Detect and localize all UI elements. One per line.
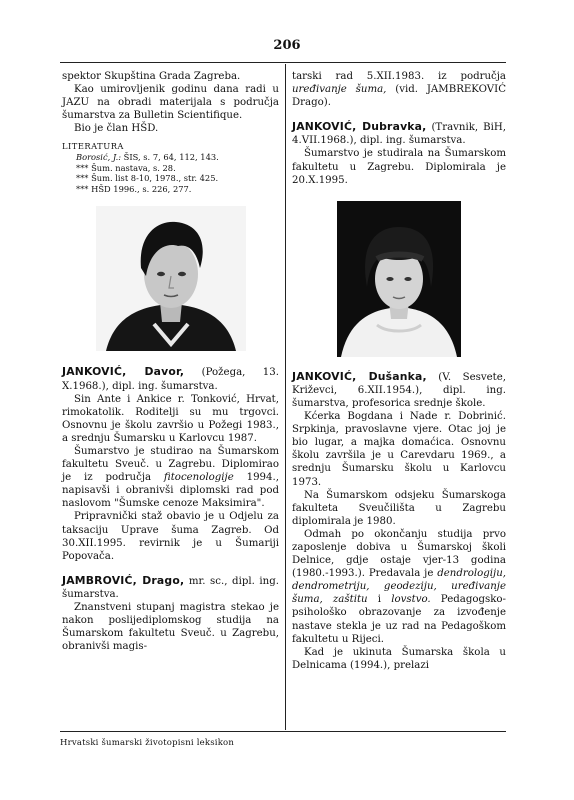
literature-heading: LITERATURA	[62, 141, 124, 152]
column-divider	[285, 64, 286, 730]
entry-dusanka-heading	[292, 370, 506, 410]
entry-details: (Travnik, BiH, 4.VII.1968.), dipl. ing. šumarstva.	[292, 122, 507, 147]
entry-davor-bio: Sin Ante i Ankice r. Tonković, Hrvat, rimokatolik. Roditelji su mu trgovci. Osnovnu je školu završio u Požegi 1983., a srednju Šumarsku u Karlovcu 1987.	[62, 393, 279, 444]
entry-details: (Požega, 13. X.1968.), dipl. ing. šumarstva.	[62, 367, 279, 392]
entry-details: (V. Sesvete, Križevci, 6.XII.1954.), dipl. ing. šumarstva, profesorica srednje škole.	[292, 371, 506, 409]
page-footer: Hrvatski šumarski životopisni leksikon	[60, 738, 235, 748]
entry-dubravka-bio: Šumarstvo je studirala na Šumarskom fakultetu u Zagrebu. Diplomirala je 20.X.1995.	[292, 148, 506, 186]
intro-line: spektor Skupština Grada Zagreba.	[62, 71, 241, 82]
entry-dusanka-later: Kad je ukinuta Šumarska škola u Delnicama (1994.), prelazi	[292, 646, 506, 671]
entry-davor-study: Šumarstvo je studirao na Šumarskom fakultetu Sveuč. u Zagrebu. Diplomirao je iz područja fitocenologije 1994., napisavši i obranivši diplomski rad pod naslovom "Šumske cenoze Maksimira".	[62, 446, 279, 510]
entry-dubravka-heading	[292, 120, 506, 147]
literature-block	[62, 141, 279, 194]
portrait-photo-davor	[96, 206, 246, 351]
intro-paragraph: Kao umirovljenik godinu dana radi u JAZU na obradi materijala s područja šumarstva za Bulletin Scientifique.	[62, 84, 279, 122]
right-column	[292, 70, 506, 672]
entry-name: JANKOVIĆ, Dušanka,	[292, 369, 427, 383]
entry-drago-heading	[62, 574, 279, 601]
literature-ref: Borosić, J.: ŠIS, s. 7, 64, 112, 143.	[76, 152, 219, 163]
entry-details: mr. sc., dipl. ing. šumarstva.	[62, 575, 279, 600]
entry-name: JANKOVIĆ, Davor,	[62, 365, 185, 379]
entry-continuation: tarski rad 5.XII.1983. iz područja uređivanje šuma, (vid. JAMBREKOVIĆ Drago).	[292, 71, 506, 109]
entry-dusanka-career: Odmah po okončanju studija prvo zaposlenje dobiva u Šumarskoj školi Delnice, gdje ostaje vjer-13 godina (1980.-1993.). Predavala je dendrologiju, dendrometriju, geodeziju, uređivanje šuma, zaštitu i lovstvo. Pedagogsko-psihološko obrazovanje za izvođenje nastave stekla je uz rad na Pedagoškom fakultetu u Rijeci.	[292, 528, 506, 645]
intro-membership: Bio je član HŠD.	[74, 123, 159, 135]
entry-dusanka-study: Na Šumarskom odsjeku Šumarskoga fakulteta Sveučilišta u Zagrebu diplomirala je 1980.	[292, 489, 506, 527]
entry-drago-bio: Znanstveni stupanj magistra stekao je nakon poslijediplomskog studija na Šumarskom fakultetu Sveuč. u Zagrebu, obranivši magis-	[62, 602, 279, 653]
footer-rule	[60, 731, 506, 732]
literature-ref: *** Šum. nastava, s. 28.	[76, 162, 176, 173]
entry-davor-heading	[62, 365, 279, 392]
entry-name: JANKOVIĆ, Dubravka,	[292, 120, 427, 134]
entry-dusanka-bio: Kćerka Bogdana i Nade r. Dobrinić. Srpkinja, pravoslavne vjere. Otac joj je bio lugar, a majka domaćica. Osnovnu školu završila je u Carevdaru 1969., a srednju Šumarsku školu u Karlovcu 1973.	[292, 411, 506, 488]
entry-name: JAMBROVIĆ, Drago,	[62, 573, 185, 587]
page-number: 206	[273, 38, 301, 53]
header-rule	[60, 62, 506, 63]
left-column	[62, 70, 279, 653]
entry-davor-career: Pripravnički staž obavio je u Odjelu za taksaciju Uprave šuma Zagreb. Od 30.XII.1995. revirnik je u Šumariji Popovača.	[62, 511, 279, 562]
literature-ref: *** Šum. list 8-10, 1978., str. 425.	[76, 173, 219, 184]
literature-ref: *** HŠD 1996., s. 226, 277.	[76, 183, 192, 194]
portrait-photo-dusanka	[337, 201, 461, 357]
